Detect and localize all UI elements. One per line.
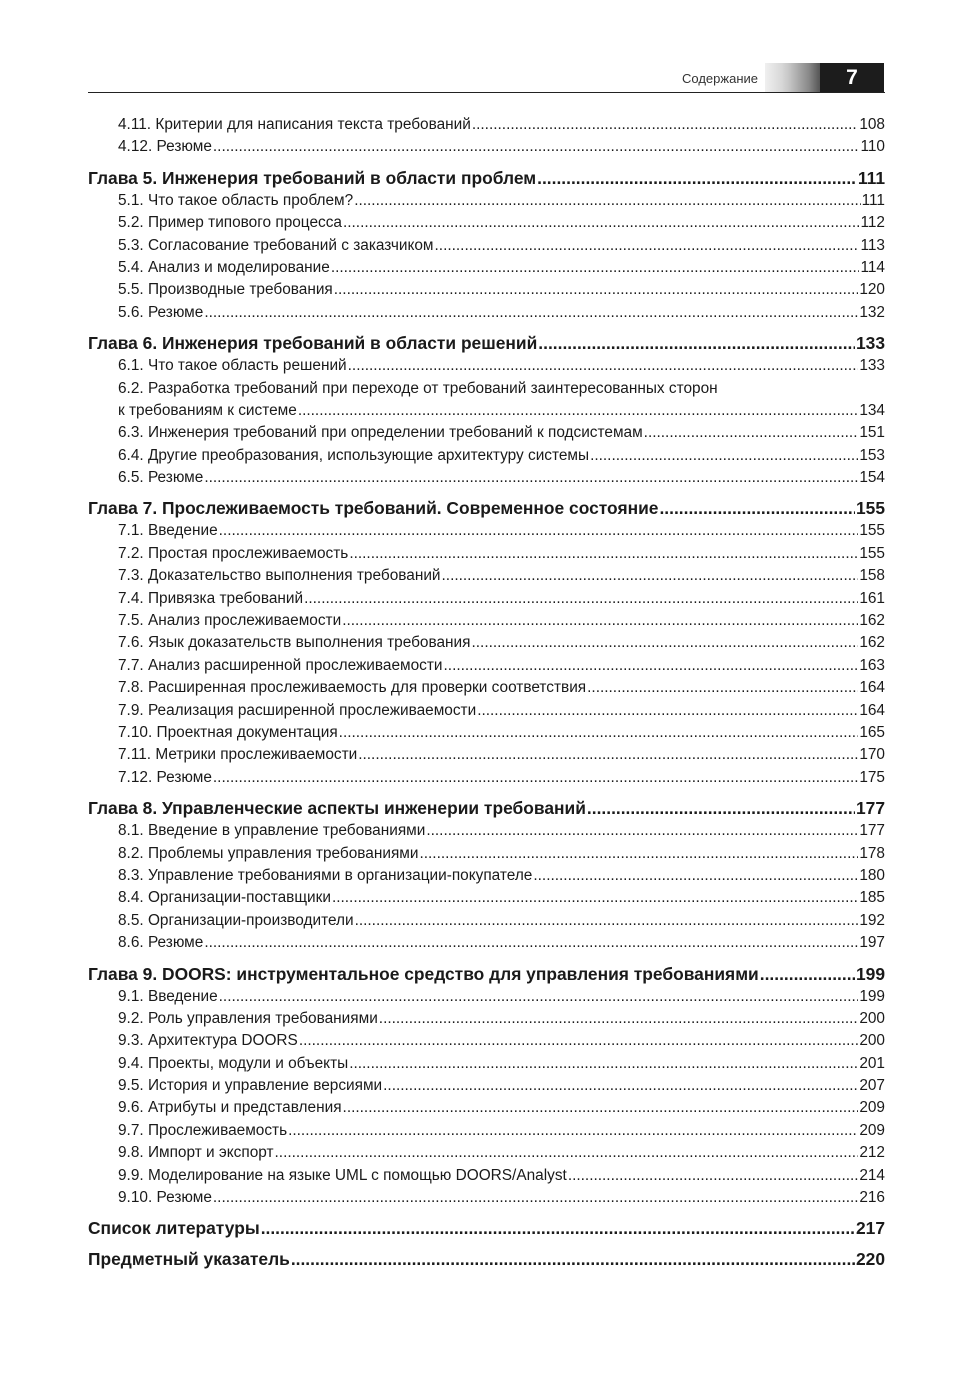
dot-leader: [435, 235, 860, 257]
toc-page-number: 214: [859, 1166, 885, 1184]
toc-page-number: 108: [859, 116, 885, 133]
dot-leader: [299, 1030, 859, 1052]
dot-leader: [426, 820, 858, 842]
toc-page-number: 132: [859, 303, 885, 321]
toc-entry[interactable]: [88, 887, 885, 909]
toc-entry[interactable]: [88, 1075, 885, 1097]
dot-leader: [331, 257, 860, 279]
dot-leader: [355, 910, 859, 932]
toc-page-number: 133: [855, 333, 885, 354]
toc-entry-title: 7.2. Простая прослеживаемость: [118, 544, 349, 562]
dot-leader: [334, 279, 859, 301]
dot-leader: [354, 190, 860, 212]
toc-page-number: 185: [859, 889, 885, 907]
toc-entry-title: 5.4. Анализ и моделирование: [118, 258, 330, 276]
toc-page-number: 162: [859, 634, 885, 652]
toc-page-number: 178: [859, 844, 885, 862]
dot-leader: [358, 744, 858, 766]
toc-entry[interactable]: [88, 986, 885, 1008]
toc-entry[interactable]: [88, 1053, 885, 1075]
dot-leader: [261, 1216, 855, 1240]
toc-chapter[interactable]: [88, 496, 885, 520]
toc-page-number: 154: [859, 469, 885, 487]
toc-entry-title: 8.6. Резюме: [118, 934, 204, 952]
toc-entry[interactable]: [88, 212, 885, 234]
toc-entry-title: 7.4. Привязка требований: [118, 589, 304, 607]
toc-entry[interactable]: [88, 355, 885, 377]
dot-leader: [204, 302, 858, 324]
toc-entry[interactable]: [88, 114, 885, 136]
toc-entry-title: Список литературы: [88, 1218, 260, 1239]
toc-page-number: 111: [857, 167, 885, 188]
toc-chapter[interactable]: [88, 796, 885, 820]
header-rule: [88, 92, 885, 93]
running-header-title: Содержание: [682, 71, 758, 86]
toc-entry[interactable]: [88, 610, 885, 632]
toc-page-number: 134: [859, 401, 885, 419]
toc-entry-title: Глава 7. Прослеживаемость требований. Современное состояние: [88, 498, 659, 519]
toc-entry[interactable]: [88, 632, 885, 654]
toc-page-number: 163: [859, 656, 885, 674]
toc-entry-title: 9.10. Резюме: [118, 1189, 212, 1207]
dot-leader: [298, 400, 859, 422]
toc-entry-title: 5.5. Производные требования: [118, 281, 333, 299]
dot-leader: [213, 136, 860, 158]
toc-entry[interactable]: [88, 744, 885, 766]
dot-leader: [659, 496, 855, 520]
dot-leader: [590, 445, 858, 467]
dot-leader: [204, 932, 858, 954]
toc-entry[interactable]: [88, 1187, 885, 1209]
toc-page-number: 216: [859, 1189, 885, 1207]
dot-leader: [379, 1008, 859, 1030]
toc-page-number: 153: [859, 446, 885, 464]
toc-entry-title: 8.1. Введение в управление требованиями: [118, 822, 426, 840]
toc-entry[interactable]: [88, 865, 885, 887]
toc-page-number: 177: [859, 822, 885, 840]
toc-page-number: 111: [861, 191, 885, 209]
toc-page-number: 217: [855, 1218, 885, 1239]
dot-leader: [538, 331, 855, 355]
toc-page-number: 151: [859, 424, 885, 442]
toc-entry-title: 9.9. Моделирование на языке UML с помощью DOORS/Analyst: [118, 1166, 567, 1184]
toc-page-number: 197: [859, 934, 885, 952]
toc-page-number: 199: [855, 963, 885, 984]
toc-page-number: 162: [859, 612, 885, 630]
dot-leader: [349, 1053, 858, 1075]
toc-chapter[interactable]: [88, 166, 885, 190]
toc-entry[interactable]: [88, 843, 885, 865]
toc-page-number: 158: [859, 567, 885, 585]
toc-entry[interactable]: [88, 565, 885, 587]
dot-leader: [383, 1075, 858, 1097]
toc-entry-title: к требованиям к системе: [118, 401, 297, 419]
dot-leader: [339, 722, 859, 744]
dot-leader: [472, 632, 859, 654]
toc-entry[interactable]: [88, 655, 885, 677]
toc-entry[interactable]: [88, 257, 885, 279]
toc-entry-title: 9.3. Архитектура DOORS: [118, 1032, 298, 1050]
toc-entry[interactable]: [88, 722, 885, 744]
toc-entry-title: 8.4. Организации-поставщики: [118, 889, 331, 907]
toc-entry[interactable]: [88, 1142, 885, 1164]
toc-entry[interactable]: [88, 302, 885, 324]
dot-leader: [343, 212, 859, 234]
toc-entry-title: 9.1. Введение: [118, 987, 218, 1005]
toc-page-number: 120: [859, 281, 885, 299]
toc-page-number: 200: [859, 1009, 885, 1027]
toc-page-number: 177: [855, 798, 885, 819]
page-number: 7: [820, 63, 884, 92]
toc-page-number: 175: [859, 768, 885, 786]
dot-leader: [587, 677, 858, 699]
dot-leader: [342, 610, 858, 632]
toc-entry-title: 5.6. Резюме: [118, 303, 204, 321]
dot-leader: [419, 843, 858, 865]
toc-entry[interactable]: [88, 1165, 885, 1187]
toc-entry-title: Предметный указатель: [88, 1249, 290, 1270]
toc-entry-title: 6.2. Разработка требований при переходе от требований заинтересованных сторон: [118, 379, 718, 397]
dot-leader: [644, 422, 859, 444]
toc-page-number: 180: [859, 866, 885, 884]
dot-leader: [477, 700, 858, 722]
toc-chapter[interactable]: [88, 331, 885, 355]
toc-entry-title: 9.2. Роль управления требованиями: [118, 1009, 378, 1027]
toc-page-number: 209: [859, 1121, 885, 1139]
toc-entry-title: 6.4. Другие преобразования, использующие архитектуру системы: [118, 446, 590, 464]
toc-entry[interactable]: [88, 136, 885, 158]
dot-leader: [568, 1165, 859, 1187]
dot-leader: [291, 1247, 855, 1271]
toc-entry[interactable]: [88, 932, 885, 954]
toc-page-number: 133: [859, 357, 885, 375]
toc-entry[interactable]: [88, 543, 885, 565]
dot-leader: [213, 1187, 858, 1209]
toc-entry[interactable]: [88, 279, 885, 301]
toc-entry-title: 9.8. Импорт и экспорт: [118, 1144, 274, 1162]
toc-page-number: 209: [859, 1099, 885, 1117]
toc-chapter[interactable]: [88, 1247, 885, 1271]
dot-leader: [472, 114, 858, 136]
toc-page-number: 155: [855, 498, 885, 519]
toc-entry[interactable]: [88, 910, 885, 932]
toc-entry[interactable]: [88, 1030, 885, 1052]
dot-leader: [760, 962, 855, 986]
toc-entry-title: Глава 9. DOORS: инструментальное средство для управления требованиями: [88, 963, 759, 984]
dot-leader: [444, 655, 859, 677]
toc-chapter[interactable]: [88, 1216, 885, 1240]
dot-leader: [442, 565, 859, 587]
toc-page-number: 164: [859, 679, 885, 697]
dot-leader: [587, 796, 855, 820]
dot-leader: [304, 588, 858, 610]
toc-entry[interactable]: [88, 520, 885, 542]
dot-leader: [204, 467, 858, 489]
toc-page-number: 114: [860, 258, 885, 276]
toc-entry-title: Глава 5. Инженерия требований в области проблем: [88, 167, 537, 188]
toc-entry-title: Глава 6. Инженерия требований в области решений: [88, 333, 538, 354]
toc-page-number: 155: [859, 522, 885, 540]
toc-entry[interactable]: [88, 467, 885, 489]
toc-page-number: 201: [859, 1054, 885, 1072]
toc-entry-title: 5.1. Что такое область проблем?: [118, 191, 354, 209]
toc-chapter[interactable]: [88, 962, 885, 986]
toc-page-number: 170: [859, 746, 885, 764]
toc-page-number: 155: [859, 544, 885, 562]
toc-entry[interactable]: [88, 235, 885, 257]
dot-leader: [288, 1120, 858, 1142]
toc-entry-title: 9.4. Проекты, модули и объекты: [118, 1054, 349, 1072]
dot-leader: [275, 1142, 859, 1164]
toc-entry-title: 7.11. Метрики прослеживаемости: [118, 746, 358, 764]
toc-entry[interactable]: [88, 767, 885, 789]
toc-entry-title: 7.8. Расширенная прослеживаемость для проверки соответствия: [118, 679, 587, 697]
toc-entry-title: 5.3. Согласование требований с заказчиком: [118, 236, 434, 254]
toc-entry[interactable]: [88, 700, 885, 722]
toc-entry-line: [88, 378, 885, 400]
toc-entry-title: 7.6. Язык доказательств выполнения требования: [118, 634, 471, 652]
dot-leader: [349, 543, 858, 565]
toc-page-number: 113: [860, 236, 885, 254]
toc-page-number: 112: [860, 214, 885, 232]
toc-entry-title: Глава 8. Управленческие аспекты инженерии требований: [88, 798, 586, 819]
toc-entry-title: 6.3. Инженерия требований при определении требований к подсистемам: [118, 424, 643, 442]
toc-entry[interactable]: [88, 1120, 885, 1142]
dot-leader: [343, 1097, 859, 1119]
toc-entry[interactable]: [88, 588, 885, 610]
toc-entry-title: 7.12. Резюме: [118, 768, 212, 786]
toc-entry-title: 5.2. Пример типового процесса: [118, 214, 342, 232]
toc-entry-title: 9.6. Атрибуты и представления: [118, 1099, 342, 1117]
toc-entry[interactable]: [88, 1097, 885, 1119]
dot-leader: [213, 767, 858, 789]
toc-page-number: 161: [859, 589, 885, 607]
toc-entry-title: 7.5. Анализ прослеживаемости: [118, 612, 342, 630]
toc-page-number: 110: [860, 138, 885, 156]
toc-entry[interactable]: [88, 820, 885, 842]
toc-page-number: 165: [859, 723, 885, 741]
table-of-contents: [88, 114, 885, 1271]
toc-page-number: 200: [859, 1032, 885, 1050]
toc-entry[interactable]: [88, 677, 885, 699]
toc-entry-title: 9.5. История и управление версиями: [118, 1077, 383, 1095]
dot-leader: [348, 355, 859, 377]
toc-entry-title: 7.10. Проектная документация: [118, 723, 338, 741]
toc-entry-title: 7.7. Анализ расширенной прослеживаемости: [118, 656, 443, 674]
toc-entry-title: 6.1. Что такое область решений: [118, 357, 347, 375]
toc-entry-title: 7.9. Реализация расширенной прослеживаемости: [118, 701, 477, 719]
toc-entry-title: 8.2. Проблемы управления требованиями: [118, 844, 419, 862]
toc-page-number: 220: [855, 1249, 885, 1270]
toc-entry-title: 8.3. Управление требованиями в организации-покупателе: [118, 866, 533, 884]
toc-entry-title: 4.12. Резюме: [118, 138, 212, 156]
dot-leader: [533, 865, 858, 887]
toc-page-number: 192: [859, 911, 885, 929]
toc-entry[interactable]: [88, 422, 885, 444]
toc-entry-title: 7.1. Введение: [118, 522, 218, 540]
dot-leader: [219, 986, 859, 1008]
toc-page-number: 207: [859, 1077, 885, 1095]
toc-entry-title: 7.3. Доказательство выполнения требований: [118, 567, 441, 585]
header-gradient-bar: [765, 63, 820, 92]
toc-entry[interactable]: [88, 445, 885, 467]
dot-leader: [537, 166, 857, 190]
toc-page-number: 199: [859, 987, 885, 1005]
toc-entry[interactable]: [88, 1008, 885, 1030]
toc-entry-title: 6.5. Резюме: [118, 469, 204, 487]
toc-entry-title: 9.7. Прослеживаемость: [118, 1121, 288, 1139]
dot-leader: [332, 887, 858, 909]
toc-entry[interactable]: [88, 190, 885, 212]
toc-page-number: 164: [859, 701, 885, 719]
dot-leader: [219, 520, 859, 542]
toc-entry-title: 4.11. Критерии для написания текста требований: [118, 116, 471, 133]
toc-entry[interactable]: [88, 400, 885, 422]
toc-page-number: 212: [859, 1144, 885, 1162]
toc-entry-title: 8.5. Организации-производители: [118, 911, 354, 929]
